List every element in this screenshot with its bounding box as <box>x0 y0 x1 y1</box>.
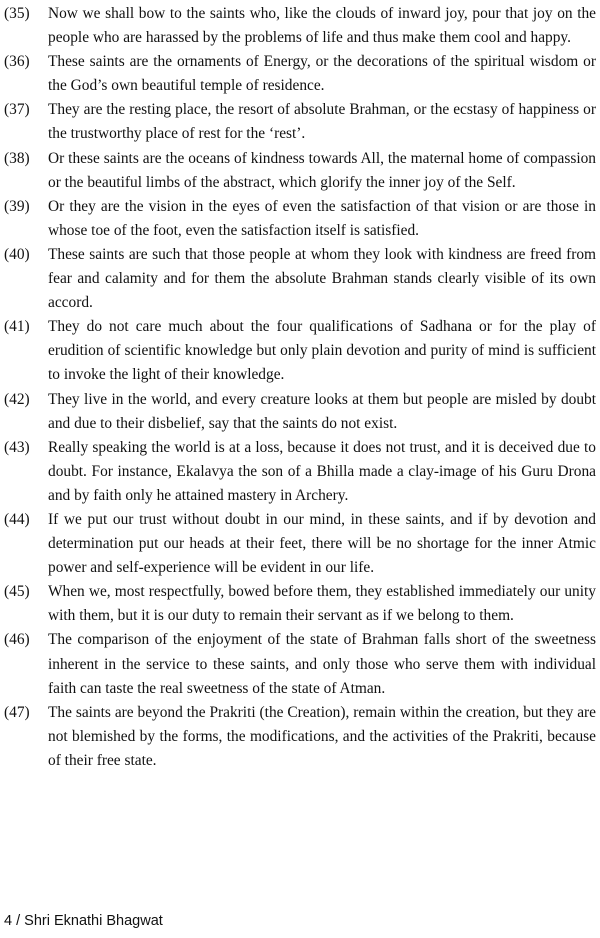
verse-text: The comparison of the enjoyment of the state of Brahman falls short of the sweetness inherent in the service to these saints, and only those who serve them with individual faith can taste the real sweetness of the state of Atman. <box>48 631 596 697</box>
verse-46 <box>4 628 596 700</box>
verse-number: (47) <box>4 703 30 721</box>
verse-38 <box>4 147 596 195</box>
verse-number: (41) <box>4 318 30 336</box>
verse-text: Now we shall bow to the saints who, like the clouds of inward joy, pour that joy on the people who are harassed by the problems of life and thus make them cool and happy. <box>48 5 596 47</box>
verse-text: Or these saints are the oceans of kindness towards All, the maternal home of compassion or the beautiful limbs of the abstract, which glorify the inner joy of the Self. <box>48 149 596 191</box>
verse-number: (36) <box>4 53 30 71</box>
verse-text: These saints are the ornaments of Energy, or the decorations of the spiritual wisdom or the God’s own beautiful temple of residence. <box>48 53 596 95</box>
verse-number: (45) <box>4 583 30 601</box>
verse-44 <box>4 508 596 580</box>
verse-text: They are the resting place, the resort of absolute Brahman, or the ecstasy of happiness or the trustworthy place of rest for the ‘rest’. <box>48 101 596 143</box>
verse-number: (39) <box>4 197 30 215</box>
verse-40 <box>4 243 596 315</box>
verse-number: (40) <box>4 245 30 263</box>
verse-number: (42) <box>4 390 30 408</box>
verse-text: Or they are the vision in the eyes of even the satisfaction of that vision or are those in whose toe of the foot, even the satisfaction itself is satisfied. <box>48 197 596 239</box>
verse-text: They live in the world, and every creature looks at them but people are misled by doubt and due to their disbelief, say that the saints do not exist. <box>48 390 596 432</box>
verse-45 <box>4 580 596 628</box>
verse-number: (38) <box>4 149 30 167</box>
verse-36 <box>4 50 596 98</box>
verse-text: These saints are such that those people at whom they look with kindness are freed from fear and calamity and for them the absolute Brahman stands clearly visible of its own accord. <box>48 245 596 312</box>
verse-text: They do not care much about the four qualifications of Sadhana or for the play of erudition of scientific knowledge but only plain devotion and purity of mind is sufficient to invoke the light of their knowledge. <box>48 318 596 384</box>
verse-39 <box>4 195 596 243</box>
verse-35 <box>4 2 596 50</box>
verse-number: (37) <box>4 101 30 119</box>
verse-number: (35) <box>4 5 30 22</box>
verse-text: Really speaking the world is at a loss, because it does not trust, and it is deceived due to doubt. For instance, Ekalavya the son of a Bhilla made a clay-image of his Guru Drona and by faith only he attained mastery in Archery. <box>48 438 596 504</box>
verse-43 <box>4 436 596 508</box>
verse-number: (46) <box>4 631 30 649</box>
verse-number: (43) <box>4 438 30 456</box>
page-footer: 4 / Shri Eknathi Bhagwat <box>4 913 163 929</box>
verse-37 <box>4 98 596 146</box>
verse-42 <box>4 388 596 436</box>
verse-41 <box>4 315 596 387</box>
verse-text: If we put our trust without doubt in our mind, in these saints, and if by devotion and determination put our heads at their feet, there will be no shortage for the inner Atmic power and self-experience will be evident in our life. <box>48 510 596 577</box>
verse-text: When we, most respectfully, bowed before them, they established immediately our unity with them, but it is our duty to remain their servant as if we belong to them. <box>48 583 596 625</box>
verse-number: (44) <box>4 510 30 528</box>
verse-text: The saints are beyond the Prakriti (the Creation), remain within the creation, but they are not blemished by the forms, the modifications, and the activities of the Prakriti, because of their free state. <box>48 703 596 769</box>
verse-47 <box>4 701 596 773</box>
verse-list <box>4 2 596 773</box>
